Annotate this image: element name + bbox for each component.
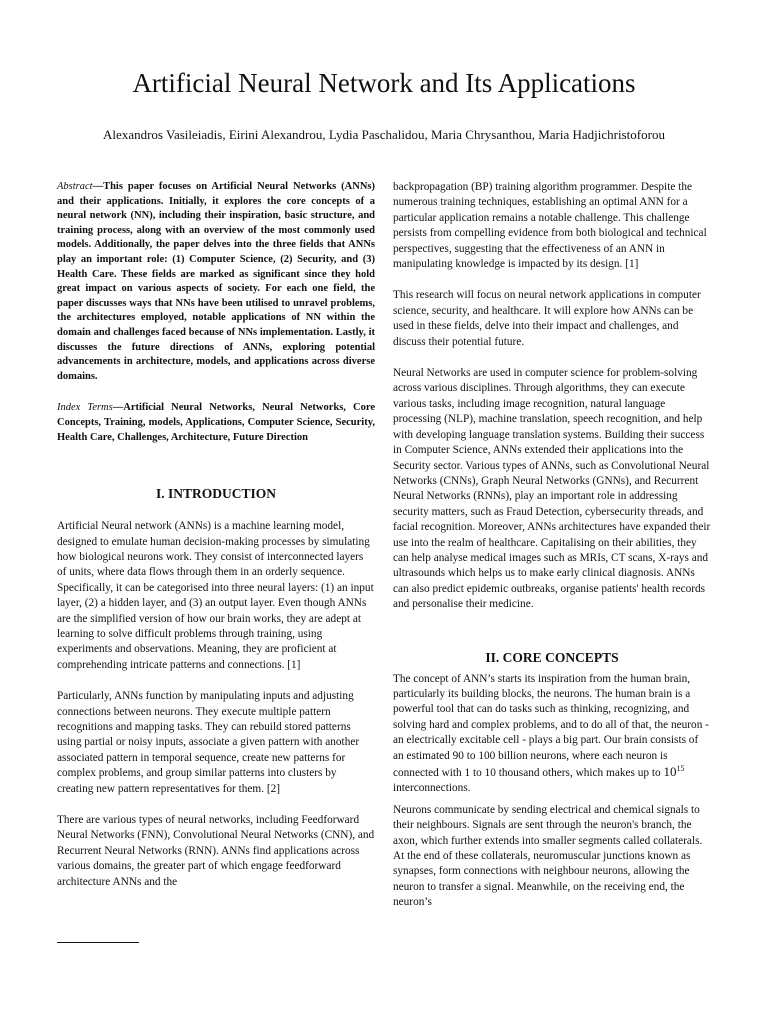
core-concepts-paragraph-1 bbox=[393, 672, 711, 797]
left-column bbox=[57, 180, 375, 890]
abstract bbox=[57, 180, 375, 384]
intro-paragraph-6: Neural Networks are used in computer science for problem-solving across various disciplines. Through algorithms, they can execute various tasks, including image recognition, natural language processing (NLP), machine translation, speech recognition, and help with developing language translation systems. Building their success in Computer Science, ANNs extended their applications into the Security sector. Various types of ANNs, such as Convolutional Neural Networks (CNNs), Graph Neural Networks (GNNs), and Recurrent Neural Networks (RNNs), play an important role in addressing security matters, such as Fraud Detection, cybersecurity threads, and facial recognition. Moreover, ANNs architectures have expanded their use into the realm of healthcare. Capitalising on their abilities, they can help analyse medical images such as MRIs, CT scans, X-rays and ultrasounds which helps us to make early clinical diagnosis. ANNs can also predict epidemic outbreaks, organise patients' health records and personalise their medicine. bbox=[393, 367, 711, 611]
index-terms-dash: — bbox=[112, 402, 124, 414]
intro-paragraph-2: Particularly, ANNs function by manipulating inputs and adjusting connections between neurons. They execute multiple pattern recognitions and mapping tasks. They can rebuild stored patterns using partial or noisy inputs, associate a given pattern with another associated pattern in temporal sequence, create new patterns for complex problems, and group similar patterns into clusters by creating new pattern representatives for them. [2] bbox=[57, 690, 360, 795]
core-concepts-heading-part: ONCEPTS bbox=[554, 649, 619, 665]
core-concepts-paragraph-2: Neurons communicate by sending electrical and chemical signals to their neighbours. Signals are sent through the neuron's branch, the axon, which further extends into smaller segments called collaterals. At the end of these collaterals, neuromuscular junctions known as synapses, form connections with neighbour neurons, allowing the neuron to transfer a signal. Meanwhile, on the receiving end, the neuron’s bbox=[393, 803, 703, 909]
core-concepts-text: The concept of ANN’s starts its inspiration from the human brain, particularly its building blocks, the neurons. The human brain is a powerful tool that can do tasks such as thinking, recognizing, and solving hard and complex problems, and to do all of that, the neuron - an electrically excitable cell - plays a big part. Our brain consists of an estimated 90 to 100 billion neurons, where each neuron is connected with 1 to 10 thousand others, which makes up to bbox=[393, 672, 709, 779]
core-concepts-heading-part: C bbox=[541, 649, 555, 665]
core-concepts-heading-part: II. C bbox=[485, 649, 513, 665]
abstract-label: Abstract bbox=[57, 181, 93, 192]
index-terms-text: Artificial Neural Networks, Neural Networks, Core Concepts, Training, models, Applications, Computer Science, Security, Health Care, Challenges, Architecture, Future Direction bbox=[57, 402, 376, 443]
intro-paragraph-3: There are various types of neural networks, including Feedforward Neural Networks (FNN), Convolutional Neural Networks (CNN), and Recurrent Neural Networks (RNN). ANNs find applications across various domains, the greater part of which engage feedforward architecture ANNs and the bbox=[57, 814, 375, 888]
intro-paragraph-4: backpropagation (BP) training algorithm programmer. Despite the numerous training techniques, establishing an optimal ANN for a particular application remains a notable challenge. This challenge persists from compelling evidence from both biological and technical perspectives, suggesting that the effectiveness of an ANN in manipulating knowledge is impacted by its design. [1] bbox=[393, 181, 707, 271]
core-concepts-text: interconnections. bbox=[393, 782, 471, 795]
paper-title: Artificial Neural Network and Its Applications bbox=[132, 68, 636, 98]
abstract-dash: — bbox=[92, 181, 104, 192]
index-terms-label: Index Terms bbox=[57, 402, 113, 414]
core-concepts-heading-part: ORE bbox=[512, 649, 542, 665]
section-heading-core-concepts bbox=[393, 649, 711, 667]
intro-paragraph-1: Artificial Neural network (ANNs) is a machine learning model, designed to emulate human decision-making processes by simulating how biological neurons work. They consist of interconnected layers of units, where data flows through them in an orderly sequence. Specifically, it can be categorised into three neural layers: (1) an input layer, (2) a hidden layer, and (3) an output layer. Even though ANNs are the simplified version of how our brain works, they are adept at learning to solve difficult problems through training, using experiments and observations. Meaning, they are proficient at comprehending intricate patterns and connections. [1] bbox=[57, 520, 374, 671]
section-heading-introduction: I. INTRODUCTION bbox=[155, 486, 277, 502]
abstract-text: This paper focuses on Artificial Neural Networks (ANNs) and their applications. Initially, it explores the core concepts of a neural network (NN), including their inspiration, basic structure, and training process, along with an overview of the most commonly used models. Additionally, the paper delves into the three fields that ANNs play an important role: (1) Computer Science, (2) Security, and (3) Health Care. These fields are marked as significant since they hold great impact on various aspects of society. For each one field, the paper discusses ways that NNs have been utilised to unravel problems, the architectures employed, notable applications of NN within the domain and challenges faced because of NNs implementation. Lastly, it discusses the future directions of ANNs, exploring potential advancements in architecture, models, and applications across diverse domains. bbox=[57, 181, 375, 382]
author-list: Alexandros Vasileiadis, Eirini Alexandrou, Lydia Paschalidou, Maria Chrysanthou, Maria Hadjichristoforou bbox=[103, 127, 665, 142]
power-base: 10 bbox=[663, 764, 677, 779]
right-column bbox=[393, 180, 711, 911]
power-exponent: 15 bbox=[676, 764, 685, 774]
footnote-rule bbox=[57, 942, 139, 943]
index-terms bbox=[57, 401, 375, 445]
intro-paragraph-5: This research will focus on neural network applications in computer science, security, and healthcare. It will explore how ANNs can be used in these fields, delve into their impact and challenges, and discuss their potential future. bbox=[393, 289, 701, 348]
